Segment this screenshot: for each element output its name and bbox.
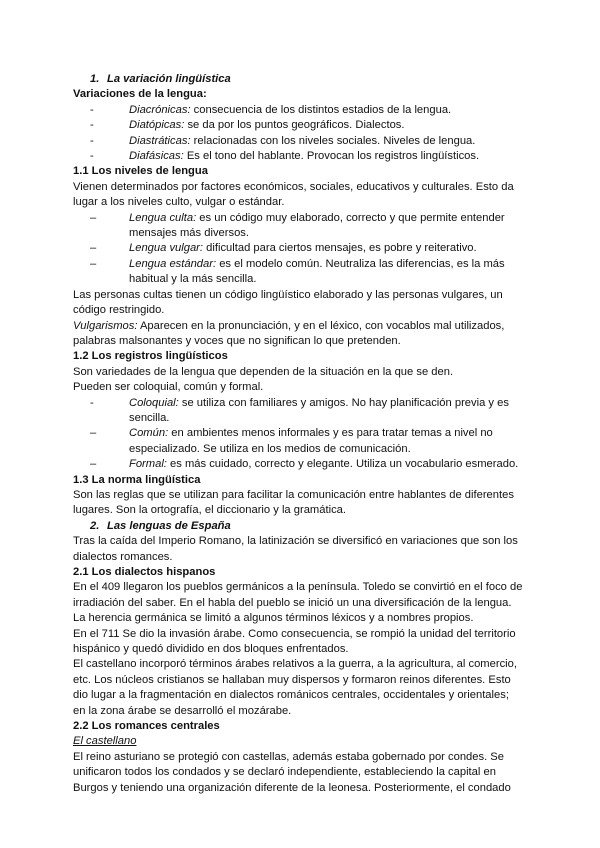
list-item: – Lengua estándar: es el modelo común. Neutraliza las diferencias, es la más habitual y la más sencilla. bbox=[90, 257, 505, 286]
section-2-heading bbox=[73, 519, 523, 534]
registros-intro-2: Pueden ser coloquial, común y formal. bbox=[73, 381, 264, 394]
norma-text: Son las reglas que se utilizan para facilitar la comunicación entre hablantes de diferentes lugares. Son la ortografía, el diccionario y la gramática. bbox=[73, 488, 514, 517]
section-1-title: La variación lingüística bbox=[107, 73, 231, 85]
list-item: – Lengua vulgar: dificultad para ciertos mensajes, es pobre y reiterativo. bbox=[90, 242, 477, 255]
norma-heading: 1.3 La norma lingüística bbox=[73, 473, 201, 486]
variaciones-heading: Variaciones de la lengua: bbox=[73, 88, 207, 101]
list-item: – Formal: es más cuidado, correcto y elegante. Utiliza un vocabulario esmerado. bbox=[90, 458, 519, 471]
niveles-list bbox=[73, 211, 523, 288]
castellano-text: El reino asturiano se protegió con castellas, además estaba gobernado por condes. Se unificaron todos los condados y se declaró independiente, estableciendo la capital en Burgos y teniendo una organización diferente de la leonesa. Posteriormente, el condado bbox=[73, 750, 511, 794]
section-1-number: 1. bbox=[90, 73, 100, 85]
section-2-intro: Tras la caída del Imperio Romano, la latinización se diversificó en variaciones que son los dialectos romances. bbox=[73, 535, 518, 563]
registros-heading: 1.2 Los registros lingüísticos bbox=[73, 350, 228, 363]
dialectos-paragraph-2: En el 711 Se dio la invasión árabe. Como consecuencia, se rompió la unidad del territorio hispánico y quedó dividido en dos bloques enfrentados. bbox=[73, 627, 516, 656]
list-item: - Diacrónicas: consecuencia de los distintos estadios de la lengua. bbox=[90, 103, 452, 116]
dialectos-paragraph-3: El castellano incorporó términos árabes relativos a la guerra, a la agricultura, al comercio, etc. Los núcleos cristianos se hallaban muy dispersos y formaron reinos diferentes. Esto dio lugar a la fragmentación en dialectos románicos centrales, occidentales y orientales; en la zona árabe se desarrolló el mozárabe. bbox=[73, 658, 517, 717]
section-1-heading bbox=[73, 72, 523, 87]
variaciones-list bbox=[73, 103, 523, 165]
registros-list bbox=[73, 396, 523, 473]
section-2-title: Las lenguas de España bbox=[107, 519, 231, 532]
section-2-number: 2. bbox=[90, 519, 100, 532]
registros-intro-1: Son variedades de la lengua que dependen de la situación en la que se den. bbox=[73, 365, 454, 378]
list-item: – Común: en ambientes menos informales y es para tratar temas a nivel no especializado. Se utiliza en los medios de comunicación. bbox=[90, 427, 493, 455]
niveles-after: Las personas cultas tienen un código lingüístico elaborado y las personas vulgares, un código restringido. bbox=[73, 288, 503, 317]
niveles-heading: 1.1 Los niveles de lengua bbox=[73, 165, 208, 178]
dialectos-paragraph-1: En el 409 llegaron los pueblos germánicos a la península. Toledo se convirtió en el foco de irradiación del saber. En el habla del pueblo se inició un una diversificación de la lengua. La herencia germánica se limitó a algunos términos léxicos y a nombres propios. bbox=[73, 581, 523, 625]
romances-heading: 2.2 Los romances centrales bbox=[73, 720, 220, 733]
vulgarismos-paragraph: Vulgarismos: Aparecen en la pronunciación, y en el léxico, con vocablos mal utilizados, palabras malsonantes y voces que no significan lo que pretenden. bbox=[73, 319, 505, 347]
dialectos-heading: 2.1 Los dialectos hispanos bbox=[73, 566, 216, 578]
list-item: - Diastráticas: relacionadas con los niveles sociales. Niveles de lengua. bbox=[90, 134, 476, 147]
list-item: - Diafásicas: Es el tono del hablante. Provocan los registros lingüísticos. bbox=[90, 150, 480, 163]
list-item: – Lengua culta: es un código muy elaborado, correcto y que permite entender mensajes más diversos. bbox=[90, 211, 505, 240]
document-page bbox=[73, 72, 523, 796]
castellano-heading: El castellano bbox=[73, 735, 137, 748]
list-item: - Coloquial: se utiliza con familiares y amigos. No hay planificación previa y es sencilla. bbox=[90, 396, 509, 424]
niveles-intro: Vienen determinados por factores económicos, sociales, educativos y culturales. Esto da lugar a los niveles culto, vulgar o estándar. bbox=[73, 180, 514, 209]
list-item: - Diatópicas: se da por los puntos geográficos. Dialectos. bbox=[90, 119, 405, 132]
